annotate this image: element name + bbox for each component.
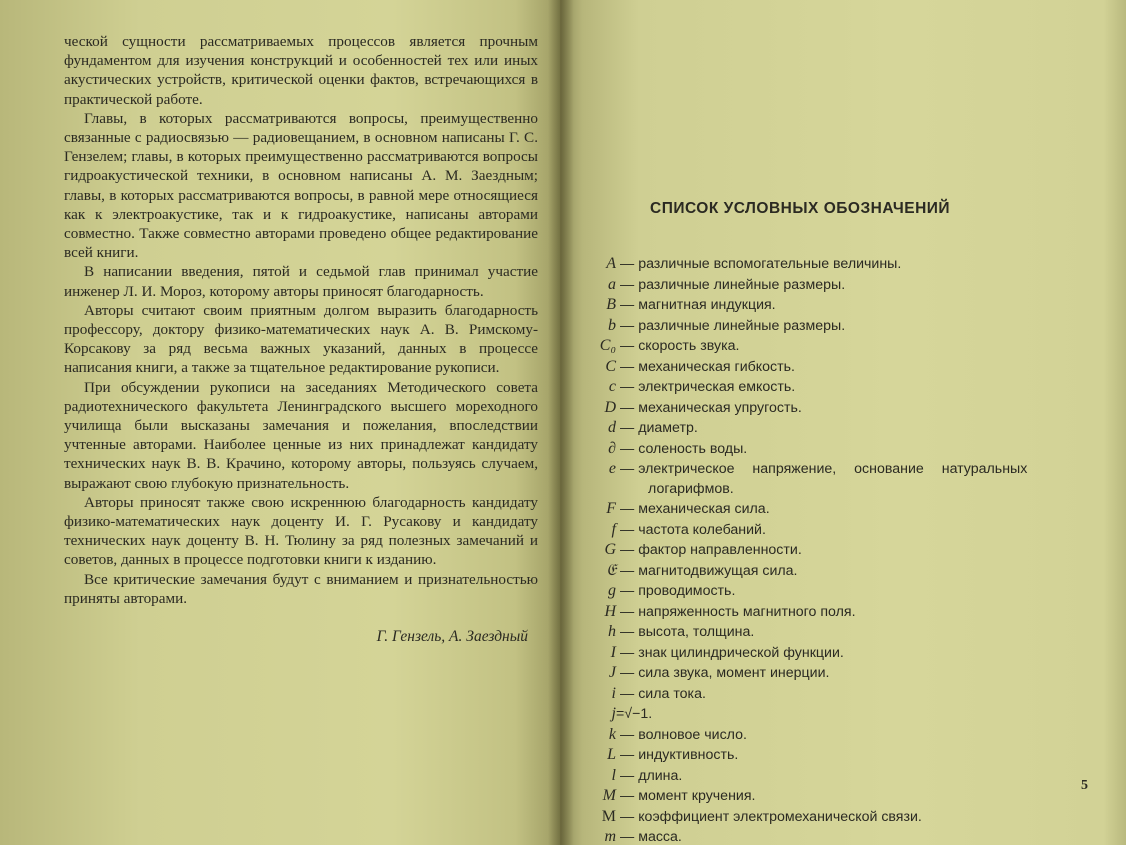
symbol-description: различные линейные размеры. xyxy=(638,317,846,334)
symbol-row xyxy=(578,684,1088,705)
symbol-description: различные линейные размеры. xyxy=(638,276,846,293)
symbol: B xyxy=(606,296,616,313)
preface-paragraph: Главы, в которых рассматриваются вопросы, преимущественно связанные с радиосвязью — радиовещанием, в основном написаны Г. С. Гензелем; главы, в которых преимущественно рассматриваются вопросы гидроакустической техники, в основном написаны А. М. Заездным; главы, в которых рассматриваются вопросы, в равной мере относящиеся как к электроакустике, так и к гидроакустике, написаны авторами совместно. Также совместно авторами проведено общее редактирование всей книги. xyxy=(64,109,538,262)
dash-separator: — xyxy=(620,440,635,457)
symbol: c xyxy=(608,378,616,395)
symbol-row xyxy=(578,439,1088,460)
symbol-description: диаметр. xyxy=(638,420,698,436)
symbol: a xyxy=(608,275,616,293)
symbol-description: момент кручения. xyxy=(638,788,756,804)
preface-text xyxy=(64,32,538,608)
dash-separator: — xyxy=(620,788,635,804)
dash-separator: — xyxy=(620,501,635,517)
symbol-description: электрическое напряжение, основание натуральных xyxy=(638,461,1028,477)
dash-separator: — xyxy=(620,256,635,272)
symbol-description: =√−1. xyxy=(616,706,653,722)
symbols-list xyxy=(578,254,1088,845)
dash-separator: — xyxy=(620,767,635,784)
symbol-description: знак цилиндрической функции. xyxy=(638,644,844,661)
dash-separator: — xyxy=(620,562,635,579)
symbol: L xyxy=(607,746,616,763)
dash-separator: — xyxy=(620,420,635,436)
dash-separator: — xyxy=(620,624,635,640)
symbol-description: проводимость. xyxy=(638,583,736,599)
dash-separator: — xyxy=(620,542,635,558)
symbol: 𝔈 xyxy=(606,561,616,579)
symbol-description: сила звука, момент инерции. xyxy=(638,665,830,681)
symbol-row xyxy=(578,622,1088,643)
dash-separator: — xyxy=(620,603,635,620)
symbol: j xyxy=(611,705,616,722)
symbol-row xyxy=(578,581,1088,602)
symbol-row xyxy=(578,745,1088,766)
symbol-description: магнитная индукция. xyxy=(638,297,776,313)
symbol-row xyxy=(578,398,1088,419)
symbol-description: коэффициент электромеханической связи. xyxy=(638,808,922,825)
dash-separator: — xyxy=(620,583,635,599)
symbol-row xyxy=(578,499,1088,520)
symbol-row xyxy=(578,254,1088,275)
symbol: D xyxy=(604,398,616,416)
symbol-row-continuation xyxy=(578,480,1088,500)
dash-separator: — xyxy=(620,379,635,395)
symbol: m xyxy=(604,828,616,845)
preface-paragraph: При обсуждении рукописи на заседаниях Методического совета радиотехнического факультета Ленинградского высшего мореходного училища были высказаны замечания и пожелания, впоследствии учтенные авторами. Наиболее ценные из них принадлежат кандидату технических наук В. В. Крачино, которому авторы, пользуясь случаем, выражают свою глубокую признательность. xyxy=(64,378,538,492)
symbol: b xyxy=(608,316,616,334)
dash-separator: — xyxy=(620,461,635,477)
symbol: k xyxy=(608,725,616,743)
symbol-row xyxy=(578,786,1088,807)
dash-separator: — xyxy=(620,726,635,743)
symbol-row xyxy=(578,602,1088,623)
symbol-description: индуктивность. xyxy=(638,747,739,763)
symbol-description: фактор направленности. xyxy=(638,542,802,558)
dash-separator: — xyxy=(620,399,635,416)
symbol: M xyxy=(602,787,616,804)
dash-separator: — xyxy=(620,747,635,763)
dash-separator: — xyxy=(620,829,635,845)
dash-separator: — xyxy=(620,317,635,334)
symbol: l xyxy=(611,766,616,784)
symbol-row xyxy=(578,418,1088,439)
symbol-description: различные вспомогательные величины. xyxy=(638,256,902,272)
symbol-row xyxy=(578,357,1088,378)
symbol-description: соленость воды. xyxy=(638,440,748,457)
symbol: J xyxy=(608,664,616,681)
symbol-description: механическая гибкость. xyxy=(638,358,795,375)
symbol-description: волновое число. xyxy=(638,726,747,743)
symbol-row xyxy=(578,520,1088,541)
symbol-row xyxy=(578,540,1088,561)
symbol: M xyxy=(601,807,616,825)
symbol-description: механическая сила. xyxy=(638,501,770,517)
symbol-row xyxy=(578,275,1088,296)
symbol-description: высота, толщина. xyxy=(638,624,755,640)
symbol-row xyxy=(578,316,1088,337)
symbol: g xyxy=(608,582,616,599)
book-gutter xyxy=(548,0,574,845)
symbol-description: частота колебаний. xyxy=(638,521,766,538)
preface-paragraph: ческой сущности рассматриваемых процессов является прочным фундаментом для изучения конструкций и особенностей тех или иных акустических устройств, критической оценки фактов, встречающихся в практической работе. xyxy=(64,33,538,108)
symbols-list-heading: СПИСОК УСЛОВНЫХ ОБОЗНАЧЕНИЙ xyxy=(650,200,951,217)
symbol: G xyxy=(604,541,616,558)
dash-separator: — xyxy=(620,297,635,313)
symbol-row xyxy=(578,725,1088,746)
symbol: h xyxy=(608,623,616,640)
symbol: e xyxy=(608,460,616,477)
symbol-row xyxy=(578,336,1088,357)
symbol-description: напряженность магнитного поля. xyxy=(638,603,856,620)
left-page xyxy=(0,0,560,845)
preface-paragraph: Авторы приносят также свою искреннюю благодарность кандидату физико-математических наук доценту И. Г. Русакову и кандидату технических наук доценту В. Н. Тюлину за ряд полезных замечаний и советов, данных в процессе подготовки книги к изданию. xyxy=(64,493,538,569)
page-number: 5 xyxy=(1081,778,1088,793)
symbol-description: электрическая емкость. xyxy=(638,379,796,395)
dash-separator: — xyxy=(620,665,635,681)
symbol-row xyxy=(578,663,1088,684)
dash-separator: — xyxy=(620,358,635,375)
symbol: ∂ xyxy=(608,439,616,457)
symbol-row xyxy=(578,704,1088,725)
symbol: I xyxy=(610,643,616,661)
symbol: A xyxy=(606,255,616,272)
symbol: d xyxy=(608,419,616,436)
dash-separator: — xyxy=(620,276,635,293)
symbol: H xyxy=(604,602,616,620)
dash-separator: — xyxy=(620,521,635,538)
authors-signature: Г. Гензель, А. Заездный xyxy=(376,628,528,646)
dash-separator: — xyxy=(620,338,635,354)
preface-paragraph: В написании введения, пятой и седьмой глав принимал участие инженер Л. И. Мороз, которому авторы приносят благодарность. xyxy=(64,263,538,300)
symbol-description: скорость звука. xyxy=(638,338,740,354)
dash-separator: — xyxy=(620,685,635,702)
symbol-description-continuation: логарифмов. xyxy=(648,480,734,497)
symbol-row xyxy=(578,377,1088,398)
symbol-row xyxy=(578,295,1088,316)
symbol-row xyxy=(578,459,1088,480)
symbol: C xyxy=(605,357,616,375)
symbol-row xyxy=(578,643,1088,664)
symbol-description: сила тока. xyxy=(638,685,706,702)
symbol-description: масса. xyxy=(638,829,682,845)
symbol: C₀ xyxy=(599,337,616,354)
symbol-description: длина. xyxy=(638,767,683,784)
symbol: F xyxy=(606,500,616,517)
symbol-description: механическая упругость. xyxy=(638,399,802,416)
dash-separator: — xyxy=(620,808,635,825)
dash-separator: — xyxy=(620,644,635,661)
symbol: i xyxy=(611,684,616,702)
symbol-row xyxy=(578,807,1088,828)
symbol-description: магнитодвижущая сила. xyxy=(638,562,798,579)
symbol-row xyxy=(578,561,1088,582)
preface-paragraph: Все критические замечания будут с вниманием и признательностью приняты авторами. xyxy=(64,570,538,607)
right-page xyxy=(560,0,1126,845)
symbol-row xyxy=(578,827,1088,845)
symbol: f xyxy=(611,520,616,538)
symbol-row xyxy=(578,766,1088,787)
preface-paragraph: Авторы считают своим приятным долгом выразить благодарность профессору, доктору физико-математических наук А. В. Римскому-Корсакову за ряд весьма важных указаний, данных в процессе написания книги, а также за тщательное редактирование рукописи. xyxy=(64,301,538,377)
